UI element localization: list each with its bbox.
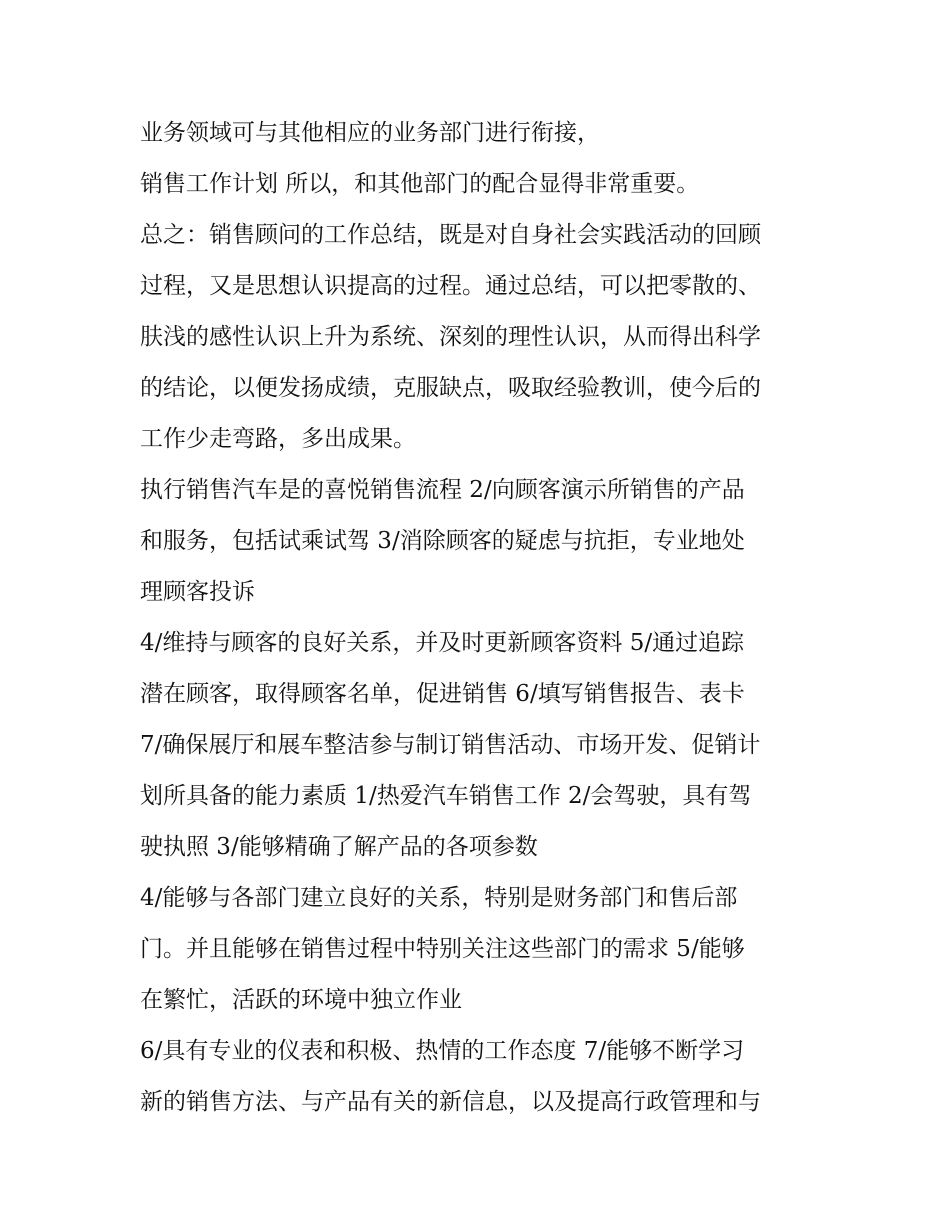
text-line-6: 的结论，以便发扬成绩，克服缺点，吸取经验教训，使今后的 [140,375,761,401]
document-body [140,108,820,1128]
text-line-17: 门。并且能够在销售过程中特别关注这些部门的需求 5/能够 [140,936,745,962]
text-line-14: 划所具备的能力素质 1/热爱汽车销售工作 2/会驾驶，具有驾 [140,783,752,809]
text-line-16: 4/能够与各部门建立良好的关系，特别是财务部门和售后部 [140,885,738,911]
text-line-5: 肤浅的感性认识上升为系统、深刻的理性认识，从而得出科学 [140,324,761,350]
text-line-19: 6/具有专业的仪表和积极、热情的工作态度 7/能够不断学习 [140,1038,745,1064]
text-line-1: 业务领域可与其他相应的业务部门进行衔接， [140,120,600,146]
text-line-12: 潜在顾客，取得顾客名单，促进销售 6/填写销售报告、表卡 [140,681,745,707]
text-line-15: 驶执照 3/能够精确了解产品的各项参数 [140,834,538,860]
text-line-3: 总之：销售顾问的工作总结，既是对自身社会实践活动的回顾 [140,222,761,248]
text-line-10: 理顾客投诉 [140,579,255,605]
text-line-13: 7/确保展厅和展车整洁参与制订销售活动、市场开发、促销计 [140,732,761,758]
text-line-7: 工作少走弯路，多出成果。 [140,426,416,452]
text-line-18: 在繁忙，活跃的环境中独立作业 [140,987,462,1013]
text-line-4: 过程，又是思想认识提高的过程。通过总结，可以把零散的、 [140,273,761,299]
text-line-11: 4/维持与顾客的良好关系，并及时更新顾客资料 5/通过追踪 [140,630,745,656]
text-line-20: 新的销售方法、与产品有关的新信息，以及提高行政管理和与 [140,1089,761,1115]
text-line-2: 销售工作计划 所以，和其他部门的配合显得非常重要。 [140,171,700,197]
text-line-8: 执行销售汽车是的喜悦销售流程 2/向顾客演示所销售的产品 [140,477,745,503]
text-line-9: 和服务，包括试乘试驾 3/消除顾客的疑虑与抗拒，专业地处 [140,528,745,554]
